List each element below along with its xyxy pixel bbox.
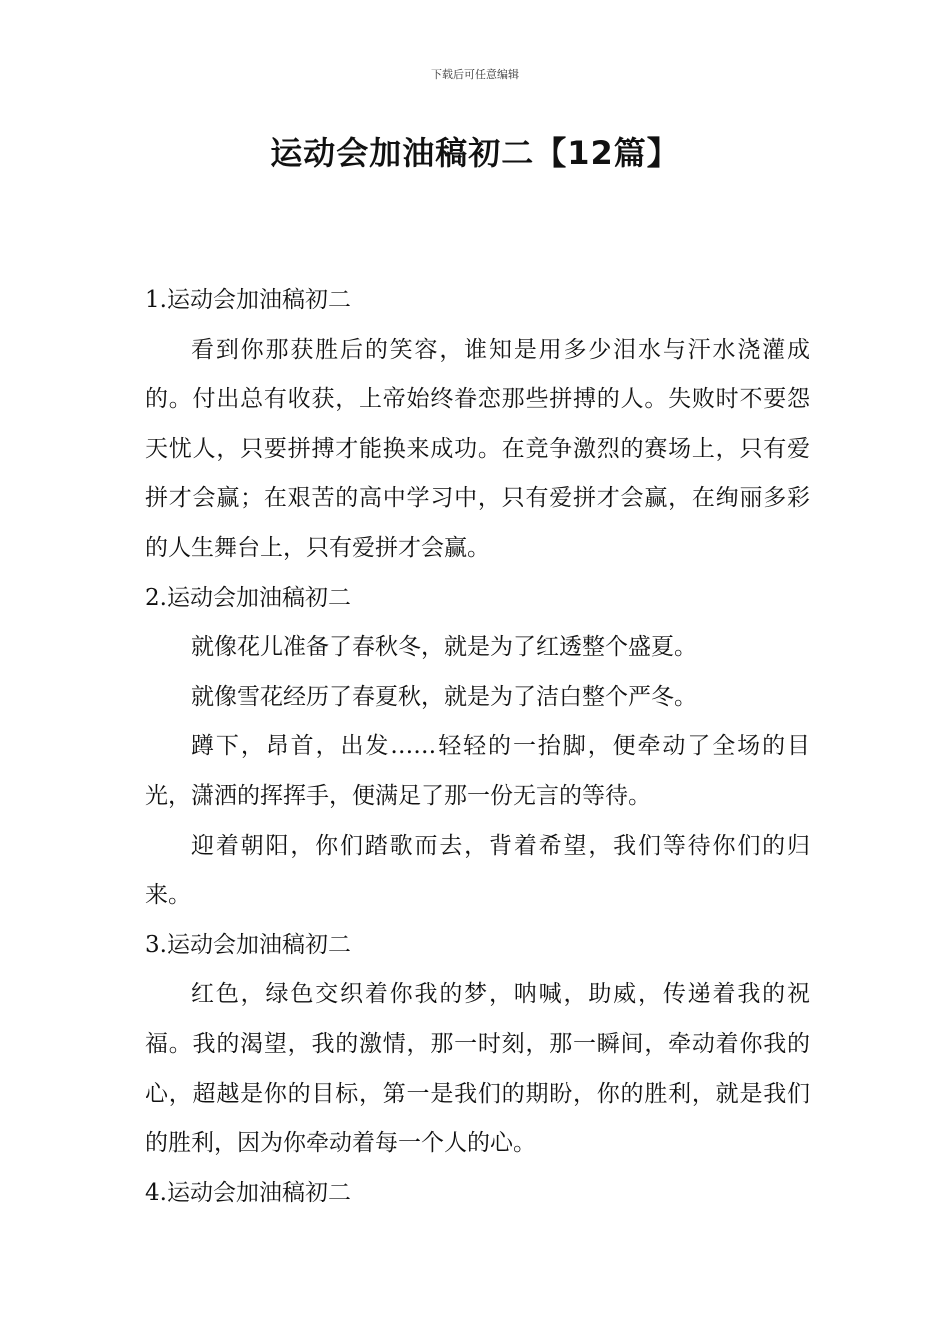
paragraph: 看到你那获胜后的笑容，谁知是用多少泪水与汗水浇灌成的。付出总有收获，上帝始终眷恋那些拼搏的人。失败时不要怨天忧人，只要拼搏才能换来成功。在竞争激烈的赛场上，只有爱拼才会赢；在艰苦的高中学习中，只有爱拼才会赢，在绚丽多彩的人生舞台上，只有爱拼才会赢。 (145, 336, 810, 561)
header-note: 下载后可任意编辑 (431, 68, 519, 81)
section-heading: 2.运动会加油稿初二 (145, 584, 351, 611)
paragraph: 就像雪花经历了春夏秋，就是为了洁白整个严冬。 (191, 683, 697, 710)
paragraph: 就像花儿准备了春秋冬，就是为了红透整个盛夏。 (191, 634, 697, 661)
document-title: 运动会加油稿初二【12篇】 (270, 134, 680, 172)
paragraph: 迎着朝阳，你们踏歌而去，背着希望，我们等待你们的归来。 (145, 832, 810, 909)
section-heading: 1.运动会加油稿初二 (145, 287, 351, 313)
paragraph: 蹲下，昂首，出发……轻轻的一抬脚，便牵动了全场的目光，潇洒的挥挥手，便满足了那一份无言的等待。 (145, 733, 810, 809)
section-heading: 3.运动会加油稿初二 (145, 931, 351, 958)
section-heading: 4.运动会加油稿初二 (145, 1179, 351, 1206)
paragraph: 红色，绿色交织着你我的梦，呐喊，助威，传递着我的祝福。我的渴望，我的激情，那一时刻，那一瞬间，牵动着你我的心，超越是你的目标，第一是我们的期盼，你的胜利，就是我们的胜利，因为你牵动着每一个人的心。 (145, 981, 810, 1157)
document-body (145, 276, 810, 1218)
